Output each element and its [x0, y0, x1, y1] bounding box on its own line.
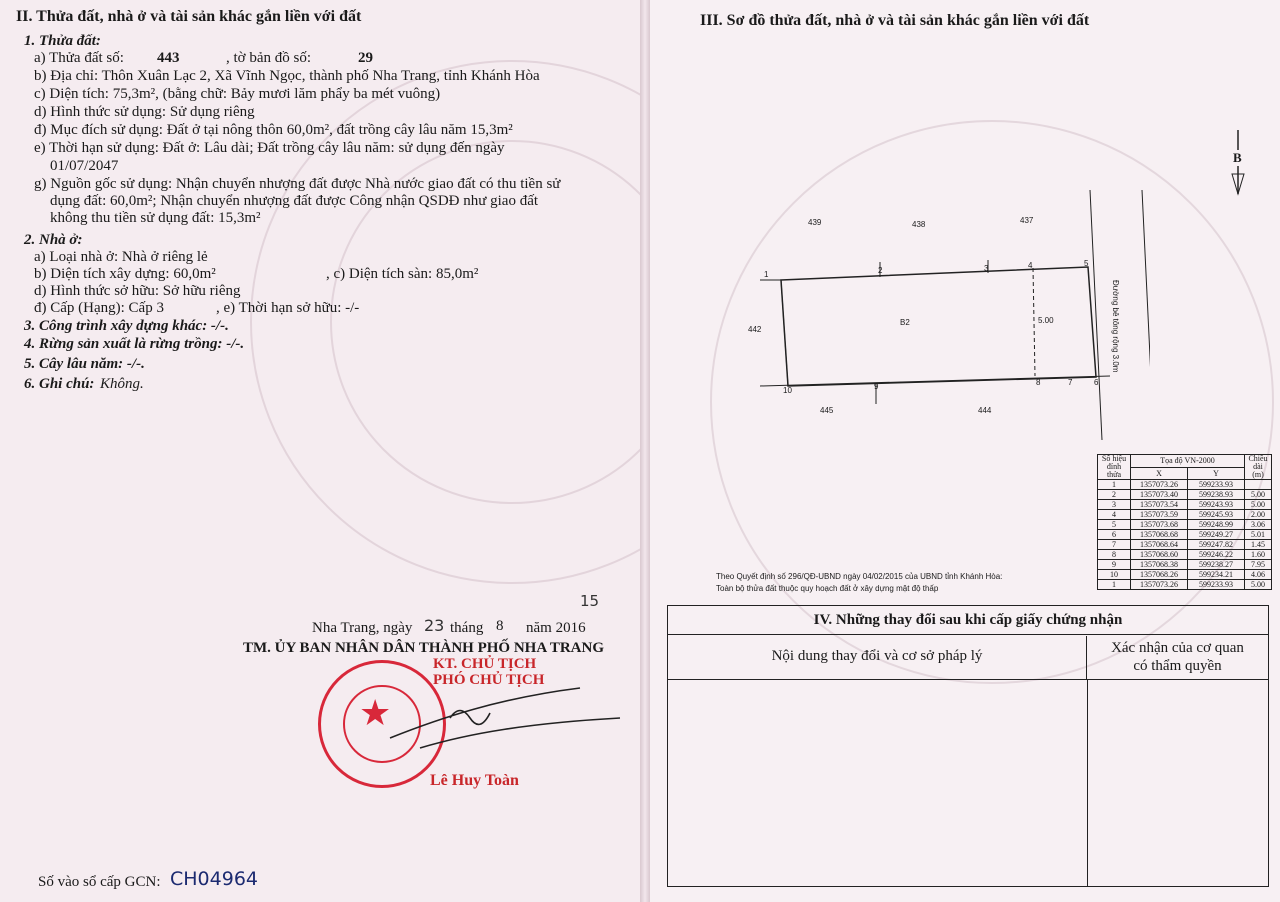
- table-cell: [1245, 480, 1272, 490]
- point-10: 10: [783, 386, 792, 395]
- section3-title: III. Sơ đồ thửa đất, nhà ở và tài sản khác gắn liền với đất: [700, 12, 1090, 29]
- table-row: [1098, 540, 1272, 550]
- table-row: [1098, 550, 1272, 560]
- point-9: 9: [874, 382, 879, 391]
- plot-diagram: [750, 190, 1150, 440]
- table-row: [1098, 510, 1272, 520]
- north-label: B: [1233, 150, 1242, 165]
- table-cell: 1357068.26: [1131, 570, 1188, 580]
- table-cell: 6: [1098, 530, 1131, 540]
- parcel-number: 443: [157, 50, 180, 66]
- table-row: [1098, 520, 1272, 530]
- column-confirm-header: [1087, 636, 1268, 680]
- table-cell: 2.00: [1245, 510, 1272, 520]
- table-cell: 599233.93: [1188, 480, 1245, 490]
- column-content-header: Nội dung thay đổi và cơ sở pháp lý: [668, 636, 1087, 680]
- table-cell: 599249.27: [1188, 530, 1245, 540]
- point-5: 5: [1084, 259, 1089, 268]
- table-cell: 1357073.26: [1131, 580, 1188, 590]
- table-cell: 1357068.64: [1131, 540, 1188, 550]
- table-cell: 5.01: [1245, 530, 1272, 540]
- table-row: [1098, 490, 1272, 500]
- table-cell: 9: [1098, 560, 1131, 570]
- notes-label: 6. Ghi chú:: [24, 376, 95, 392]
- register-number: CH04964: [170, 868, 258, 890]
- house-type: a) Loại nhà ở: Nhà ở riêng lẻ: [34, 249, 208, 265]
- table-cell: 3.06: [1245, 520, 1272, 530]
- table-cell: 7: [1098, 540, 1131, 550]
- table-cell: 599234.21: [1188, 570, 1245, 580]
- column-confirm-line1: Xác nhận của cơ quan: [1111, 640, 1244, 656]
- parcel-438: 438: [912, 220, 926, 229]
- header-coord: Tọa độ VN-2000: [1131, 455, 1245, 468]
- table-cell: 599233.93: [1188, 580, 1245, 590]
- usage-term: e) Thời hạn sử dụng: Đất ở: Lâu dài; Đất trồng cây lâu năm: sử dụng đến ngày: [34, 140, 505, 156]
- date-note: 15: [580, 592, 600, 610]
- date-place: Nha Trang, ngày: [312, 620, 413, 636]
- point-6: 6: [1094, 378, 1099, 387]
- table-cell: 1357068.68: [1131, 530, 1188, 540]
- table-cell: 1: [1098, 480, 1131, 490]
- header-y: Y: [1188, 467, 1245, 480]
- signer-name: Lê Huy Toàn: [430, 772, 519, 789]
- dimension-label: 5.00: [1038, 316, 1054, 325]
- table-row: [1098, 530, 1272, 540]
- ownership-term: , e) Thời hạn sở hữu: -/-: [216, 300, 360, 316]
- point-2: 2: [878, 266, 883, 275]
- table-cell: 1357073.26: [1131, 480, 1188, 490]
- table-cell: 599247.82: [1188, 540, 1245, 550]
- table-cell: 1357073.40: [1131, 490, 1188, 500]
- table-row: [1098, 480, 1272, 490]
- right-page: [650, 0, 1280, 902]
- table-cell: 5: [1098, 520, 1131, 530]
- map-sheet-number: 29: [358, 50, 373, 66]
- ownership-form: d) Hình thức sở hữu: Sở hữu riêng: [34, 283, 241, 299]
- parcel-442: 442: [748, 325, 762, 334]
- table-cell: 2: [1098, 490, 1131, 500]
- authority: TM. ỦY BAN NHÂN DÂN THÀNH PHỐ NHA TRANG: [243, 640, 604, 656]
- table-row: [1098, 500, 1272, 510]
- area: c) Diện tích: 75,3m², (bằng chữ: Bảy mươi lăm phẩy ba mét vuông): [34, 86, 441, 102]
- parcel-444: 444: [978, 406, 992, 415]
- signature: [380, 678, 640, 768]
- table-cell: 599243.93: [1188, 500, 1245, 510]
- house-heading: 2. Nhà ở:: [24, 232, 83, 248]
- table-cell: 1.60: [1245, 550, 1272, 560]
- table-cell: 599248.99: [1188, 520, 1245, 530]
- origin-line1: g) Nguồn gốc sử dụng: Nhận chuyển nhượng đất được Nhà nước giao đất có thu tiền sử: [34, 176, 561, 192]
- section2-title: II. Thửa đất, nhà ở và tài sản khác gắn liền với đất: [16, 8, 362, 25]
- changes-section: [667, 605, 1269, 887]
- planning-note-2: Toàn bộ thửa đất thuộc quy hoạch đất ở xây dựng mật độ thấp: [716, 584, 939, 593]
- usage-form: d) Hình thức sử dụng: Sử dụng riêng: [34, 104, 255, 120]
- table-cell: 8: [1098, 550, 1131, 560]
- road-label: Đường bê tông rộng 3.0m: [1111, 280, 1120, 373]
- point-1: 1: [764, 270, 769, 279]
- parcel-445: 445: [820, 406, 834, 415]
- table-row: [1098, 560, 1272, 570]
- table-cell: 3: [1098, 500, 1131, 510]
- header-x: X: [1131, 467, 1188, 480]
- parcel-437: 437: [1020, 216, 1034, 225]
- perennial-trees: 5. Cây lâu năm: -/-.: [24, 356, 145, 372]
- house-grade: đ) Cấp (Hạng): Cấp 3: [34, 300, 164, 316]
- official-seal: ★: [318, 660, 446, 788]
- origin-line2: dụng đất: 60,0m²; Nhận chuyển nhượng đất được Công nhận QSDĐ như giao đất: [50, 193, 539, 209]
- address: b) Địa chỉ: Thôn Xuân Lạc 2, Xã Vĩnh Ngọc, thành phố Nha Trang, tỉnh Khánh Hòa: [34, 68, 540, 84]
- notes-value: Không.: [100, 376, 144, 392]
- position-vice: KT. CHỦ TỊCH: [433, 656, 537, 672]
- header-point: Số hiệu đỉnh thửa: [1098, 455, 1131, 480]
- table-cell: 4.06: [1245, 570, 1272, 580]
- table-cell: 1357073.54: [1131, 500, 1188, 510]
- land-heading: 1. Thửa đất:: [24, 33, 101, 49]
- table-cell: 1357073.59: [1131, 510, 1188, 520]
- map-sheet-label: , tờ bản đồ số:: [226, 50, 312, 66]
- table-cell: 599238.27: [1188, 560, 1245, 570]
- table-cell: 5.00: [1245, 500, 1272, 510]
- table-cell: 599245.93: [1188, 510, 1245, 520]
- table-cell: 1357073.68: [1131, 520, 1188, 530]
- table-cell: 4: [1098, 510, 1131, 520]
- building-area: b) Diện tích xây dựng: 60,0m²: [34, 266, 216, 282]
- origin-line3: không thu tiền sử dụng đất: 15,3m²: [50, 210, 261, 226]
- parcel-number-label: a) Thửa đất số:: [34, 50, 124, 66]
- table-row: [1098, 570, 1272, 580]
- column-divider: [1087, 680, 1088, 886]
- date-day: 23: [424, 616, 445, 635]
- table-cell: 1357068.60: [1131, 550, 1188, 560]
- position-vice-chairman: PHÓ CHỦ TỊCH: [433, 672, 545, 688]
- column-confirm-line2: có thẩm quyền: [1133, 658, 1222, 674]
- date-month-label: tháng: [450, 620, 484, 636]
- section4-title: IV. Những thay đổi sau khi cấp giấy chứng nhận: [668, 606, 1268, 635]
- date-month: 8: [496, 618, 504, 634]
- usage-purpose: đ) Mục đích sử dụng: Đất ở tại nông thôn 60,0m², đất trồng cây lâu năm 15,3m²: [34, 122, 513, 138]
- floor-area: , c) Diện tích sàn: 85,0m²: [326, 266, 479, 282]
- parcel-b2: B2: [900, 318, 910, 327]
- table-cell: 1: [1098, 580, 1131, 590]
- table-cell: 1357068.38: [1131, 560, 1188, 570]
- table-cell: 599246.22: [1188, 550, 1245, 560]
- header-length: Chiều dài (m): [1245, 455, 1272, 480]
- point-7: 7: [1068, 378, 1073, 387]
- usage-term-date: 01/07/2047: [50, 158, 119, 174]
- page-fold: [640, 0, 650, 902]
- register-label: Số vào sổ cấp GCN:: [38, 874, 161, 890]
- table-row: [1098, 580, 1272, 590]
- coordinate-table: [1097, 454, 1272, 590]
- planted-forest: 4. Rừng sản xuất là rừng trồng: -/-.: [24, 336, 245, 352]
- other-constructions: 3. Công trình xây dựng khác: -/-.: [24, 318, 229, 334]
- table-cell: 5.00: [1245, 580, 1272, 590]
- parcel-439: 439: [808, 218, 822, 227]
- date-year: năm 2016: [526, 620, 586, 636]
- table-cell: 7.95: [1245, 560, 1272, 570]
- table-cell: 10: [1098, 570, 1131, 580]
- point-4: 4: [1028, 261, 1033, 270]
- table-cell: 599238.93: [1188, 490, 1245, 500]
- point-8: 8: [1036, 378, 1041, 387]
- planning-note-1: Theo Quyết định số 296/QĐ-UBND ngày 04/02/2015 của UBND tỉnh Khánh Hòa:: [716, 572, 1003, 581]
- table-cell: 1.45: [1245, 540, 1272, 550]
- point-3: 3: [984, 264, 989, 273]
- table-cell: 5.00: [1245, 490, 1272, 500]
